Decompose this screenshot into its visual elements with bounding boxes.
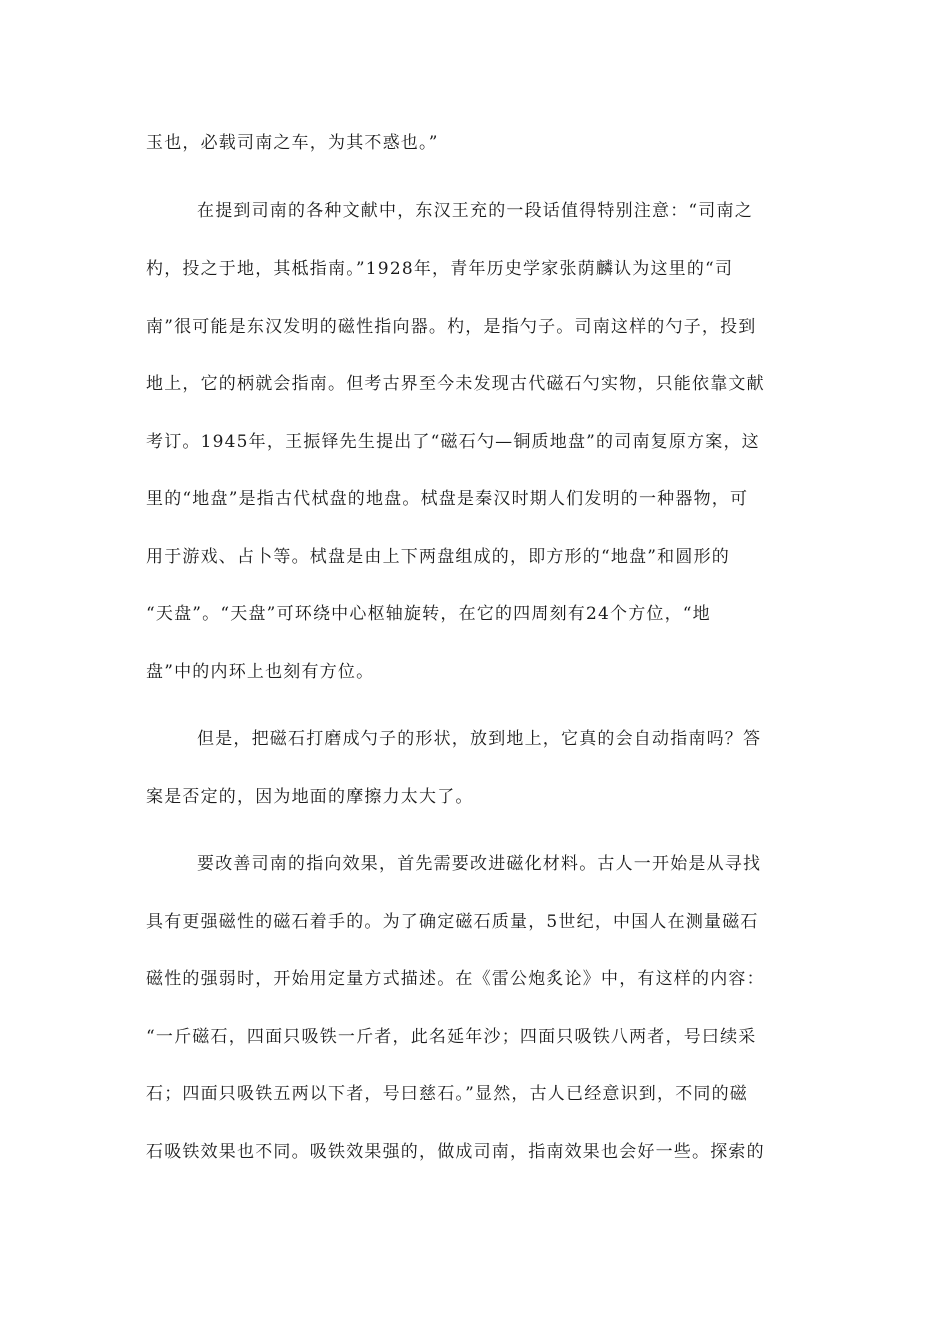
text-line-11: 但是，把磁石打磨成勺子的形状，放到地上，它真的会自动指南吗？答 <box>197 729 762 749</box>
text-line-9: “天盘”。“天盘”可环绕中心枢轴旋转，在它的四周刻有24个方位，“地 <box>146 604 711 624</box>
text-line-13: 要改善司南的指向效果，首先需要改进磁化材料。古人一开始是从寻找 <box>197 854 762 874</box>
text-line-5: 地上，它的柄就会指南。但考古界至今未发现古代磁石勺实物，只能依靠文献 <box>146 374 765 394</box>
text-line-15: 磁性的强弱时，开始用定量方式描述。在《雷公炮炙论》中，有这样的内容： <box>146 969 765 989</box>
text-line-18: 石吸铁效果也不同。吸铁效果强的，做成司南，指南效果也会好一些。探索的 <box>146 1142 765 1162</box>
text-line-1: 玉也，必载司南之车，为其不惑也。” <box>146 133 439 153</box>
text-line-8: 用于游戏、占卜等。栻盘是由上下两盘组成的，即方形的“地盘”和圆形的 <box>146 547 730 567</box>
text-line-12: 案是否定的，因为地面的摩擦力太大了。 <box>146 787 474 807</box>
text-line-4: 南”很可能是东汉发明的磁性指向器。杓，是指勺子。司南这样的勺子，投到 <box>146 317 757 337</box>
text-line-10: 盘”中的内环上也刻有方位。 <box>146 662 375 682</box>
text-line-14: 具有更强磁性的磁石着手的。为了确定磁石质量，5世纪，中国人在测量磁石 <box>146 912 759 932</box>
text-line-6: 考订。1945年，王振铎先生提出了“磁石勺—铜质地盘”的司南复原方案，这 <box>146 432 760 452</box>
text-line-16: “一斤磁石，四面只吸铁一斤者，此名延年沙；四面只吸铁八两者，号曰续采 <box>146 1027 757 1047</box>
text-line-17: 石；四面只吸铁五两以下者，号曰慈石。”显然，古人已经意识到，不同的磁 <box>146 1084 748 1104</box>
text-line-2: 在提到司南的各种文献中，东汉王充的一段话值得特别注意：“司南之 <box>197 201 753 221</box>
text-line-7: 里的“地盘”是指古代栻盘的地盘。栻盘是秦汉时期人们发明的一种器物，可 <box>146 489 749 509</box>
text-line-3: 杓，投之于地，其柢指南。”1928年，青年历史学家张荫麟认为这里的“司 <box>146 259 734 279</box>
